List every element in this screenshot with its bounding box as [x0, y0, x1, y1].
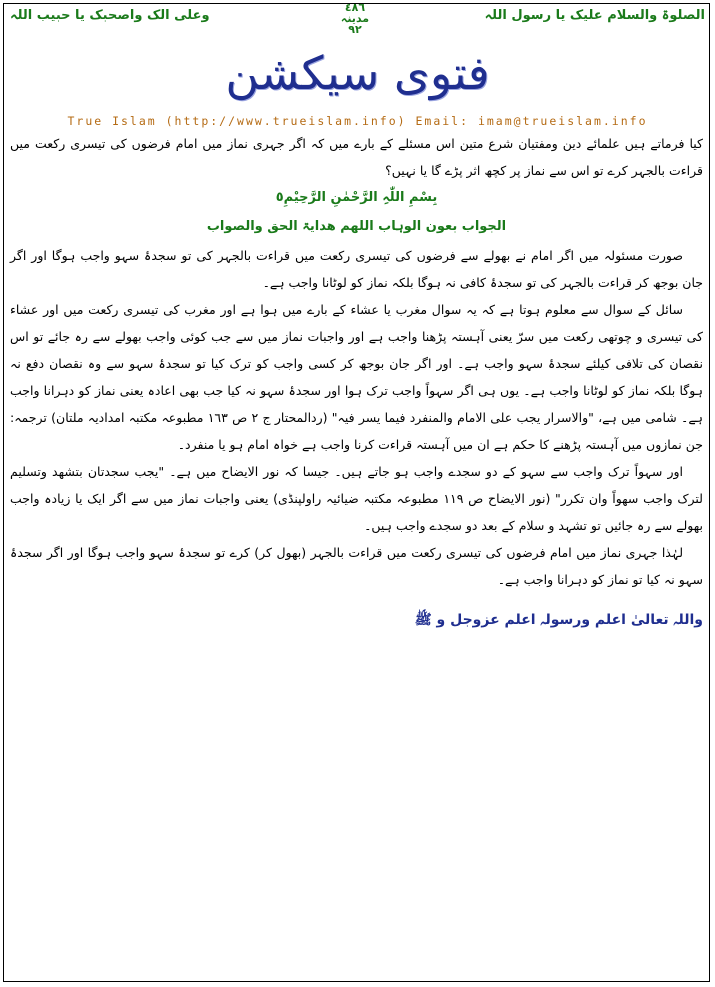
- answer-paragraph-2: سائل کے سوال سے معلوم ہوتا ہے کہ یہ سوال مغرب یا عشاء کے بارے میں ہوا ہے اور مغرب کی تیسری رکعت میں اور عشاء کی تیسری و چوتھی رکعت میں سرّ یعنی آہستہ پڑھنا واجب ہے اور واجبات نماز میں سے جب کوئی واجب بھولے سے رہ جائے تو اس نقصان کی تلافی کیلئے سجدۂ سہو واجب ہے۔ اور اگر جان بوجھ کر کسی واجب کو ترک کیا تو سجدۂ سہو سے وہ نقصان دفع نہ ہوگا بلکہ نماز کو لوٹانا واجب ہے۔ یوں ہی اگر سہواً واجب ترک ہوا اور سجدۂ سہو نہ کیا جب بھی اعادہ یعنی نماز کو دہرانا واجب ہے۔ شامی میں ہے، "والاسرار یجب علی الامام والمنفرد فیما یسر فیہ" (ردالمحتار ج ٢ ص ١٦٣ مطبوعہ مکتبہ امدادیہ ملتان) ترجمہ: جن نمازوں میں آہستہ پڑھنے کا حکم ہے ان میں آہستہ قراءت کرنا واجب ہے خواہ امام ہو یا منفرد۔: [10, 302, 703, 452]
- page-number-top: ٤٨٦: [344, 1, 366, 14]
- page-number-block: [330, 2, 380, 35]
- answer-paragraph-1: صورت مسئولہ میں اگر امام نے بھولے سے فرضوں کی تیسری رکعت میں قراءت بالجہر کی تو سجدۂ سہو واجب ہوگا اور اگر جان بوجھ کر قراءت بالجہر کی تو سجدۂ کافی نہ ہوگا بلکہ نماز کو لوٹانا واجب ہے۔: [10, 248, 703, 290]
- website-line: True Islam (http://www.trueislam.info) Email: imam@trueislam.info: [67, 114, 648, 128]
- header-salutation-right: الصلوۃ والسلام علیک یا رسول اللہ: [484, 8, 705, 23]
- question-text: کیا فرماتے ہیں علمائے دین ومفتیان شرع متین اس مسئلے کے بارے میں کہ اگر جہری نماز میں امام فرضوں کی تیسری رکعت میں قراءت بالجہر کرے تو اس سے نماز پر کچھ اثر پڑے گا یا نہیں؟: [10, 136, 703, 178]
- answer-paragraph-4: لہٰذا جہری نماز میں امام فرضوں کی تیسری رکعت میں قراءت بالجہر (بھول کر) کرے تو سجدۂ سہو واجب ہوگا اور اگر سجدۂ سہو نہ کیا تو نماز کو دہرانا واجب ہے۔: [10, 545, 703, 587]
- answer-header: الجواب بعون الوہاب اللھم ھدایۃ الحق والصواب: [206, 219, 507, 234]
- page-title: فتوی سیکشن: [225, 46, 490, 100]
- closing-line: واللہ تعالیٰ اعلم ورسولہ اعلم عزوجل و ﷺ: [414, 612, 703, 628]
- fatwa-body: [10, 130, 703, 634]
- bismillah: بِسْمِ اللّٰہِ الرَّحْمٰنِ الرَّحِیْمِ٥: [275, 190, 438, 205]
- answer-paragraph-3: اور سہواً ترک واجب سے سہو کے دو سجدے واجب ہو جاتے ہیں۔ جیسا کہ نور الایضاح میں ہے۔ "یجب سجدتان بتشھد وتسلیم لترک واجب سھواً وان تکرر" (نور الایضاح ص ١١٩ مطبوعہ مکتبہ ضیائیہ راولپنڈی) یعنی واجبات نماز میں سے اگر ایک یا زیادہ واجب بھولے سے رہ جائیں تو تشہد و سلام کے بعد دو سجدے واجب ہیں۔: [10, 464, 703, 533]
- header-salutation-left: وعلی الک واصحبک یا حبیب اللہ: [10, 8, 210, 23]
- page-number-mid: مدینہ: [340, 12, 370, 25]
- page-number-bottom: ٩٢: [348, 23, 362, 36]
